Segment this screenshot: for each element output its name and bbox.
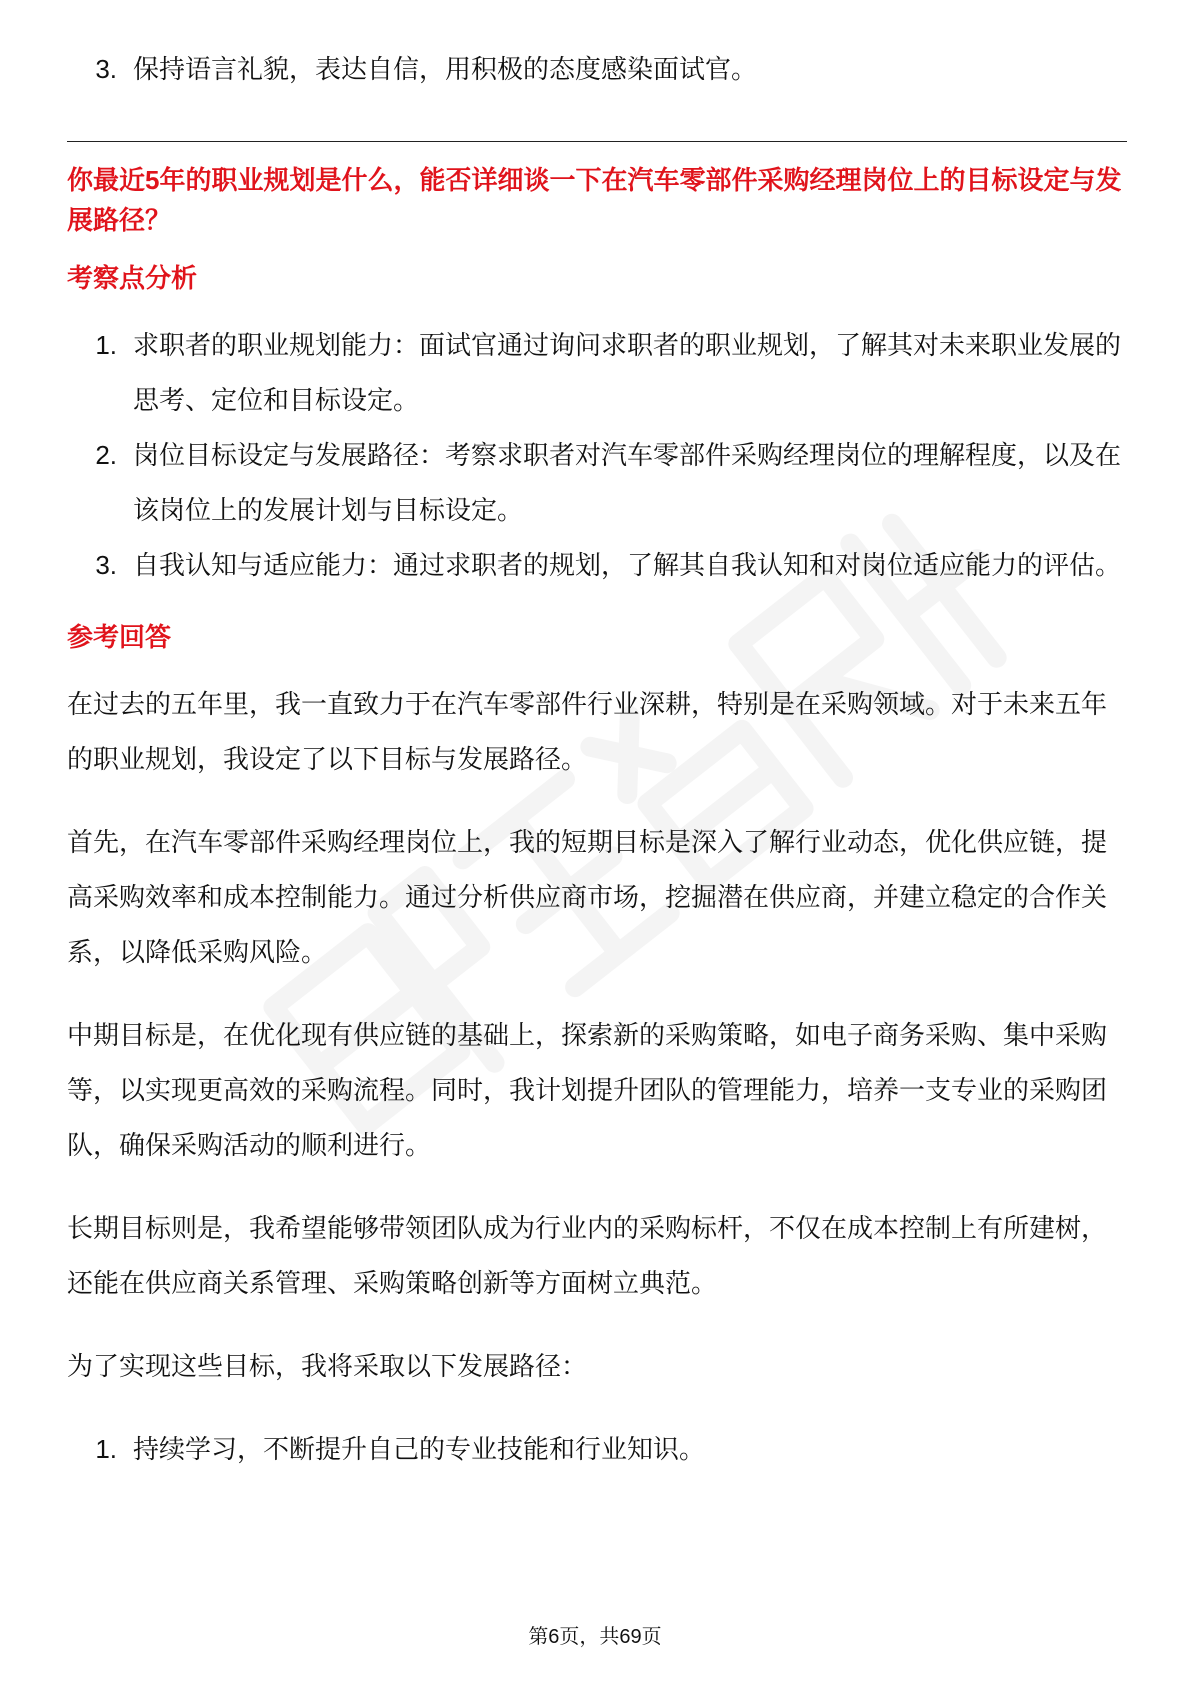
analysis-heading: 考察点分析 bbox=[67, 263, 198, 293]
list-item bbox=[81, 428, 1127, 538]
list-item bbox=[81, 42, 1127, 97]
page-footer: 第6页，共69页 bbox=[528, 1626, 662, 1648]
answer-paragraph: 长期目标则是，我希望能够带领团队成为行业内的采购标杆，不仅在成本控制上有所建树，还能在供应商关系管理、采购策略创新等方面树立典范。 bbox=[67, 1213, 1108, 1298]
answer-paragraph: 中期目标是，在优化现有供应链的基础上，探索新的采购策略，如电子商务采购、集中采购等，以实现更高效的采购流程。同时，我计划提升团队的管理能力，培养一支专业的采购团队，确保采购活动的顺利进行。 bbox=[67, 1020, 1108, 1160]
answer-paragraph: 首先，在汽车零部件采购经理岗位上，我的短期目标是深入了解行业动态，优化供应链，提高采购效率和成本控制能力。通过分析供应商市场，挖掘潜在供应商，并建立稳定的合作关系，以降低采购风险。 bbox=[67, 827, 1108, 967]
list-item bbox=[81, 538, 1127, 593]
analysis-list bbox=[67, 318, 1127, 593]
list-text: 持续学习，不断提升自己的专业技能和行业知识。 bbox=[133, 1434, 706, 1464]
list-text: 岗位目标设定与发展路径：考察求职者对汽车零部件采购经理岗位的理解程度，以及在该岗位上的发展计划与目标设定。 bbox=[133, 440, 1122, 525]
list-number: 1. bbox=[95, 1434, 117, 1464]
section-divider bbox=[67, 141, 1127, 142]
previous-list bbox=[67, 42, 1127, 97]
list-text: 自我认知与适应能力：通过求职者的规划，了解其自我认知和对岗位适应能力的评估。 bbox=[133, 550, 1122, 580]
list-number: 3. bbox=[95, 550, 117, 580]
list-number: 1. bbox=[95, 330, 117, 360]
list-text: 求职者的职业规划能力：面试官通过询问求职者的职业规划，了解其对未来职业发展的思考、定位和目标设定。 bbox=[133, 330, 1122, 415]
list-item bbox=[81, 1422, 1127, 1477]
answer-paragraph: 为了实现这些目标，我将采取以下发展路径： bbox=[67, 1351, 588, 1381]
list-number: 3. bbox=[95, 54, 117, 84]
path-list bbox=[67, 1422, 1127, 1477]
answer-paragraph: 在过去的五年里，我一直致力于在汽车零部件行业深耕，特别是在采购领域。对于未来五年的职业规划，我设定了以下目标与发展路径。 bbox=[67, 689, 1108, 774]
question-heading: 你最近5年的职业规划是什么，能否详细谈一下在汽车零部件采购经理岗位上的目标设定与发展路径？ bbox=[67, 165, 1122, 235]
list-item bbox=[81, 318, 1127, 428]
page-content bbox=[67, 42, 1127, 1477]
list-text: 保持语言礼貌，表达自信，用积极的态度感染面试官。 bbox=[133, 54, 758, 84]
answer-heading: 参考回答 bbox=[67, 622, 172, 652]
list-number: 2. bbox=[95, 440, 117, 470]
